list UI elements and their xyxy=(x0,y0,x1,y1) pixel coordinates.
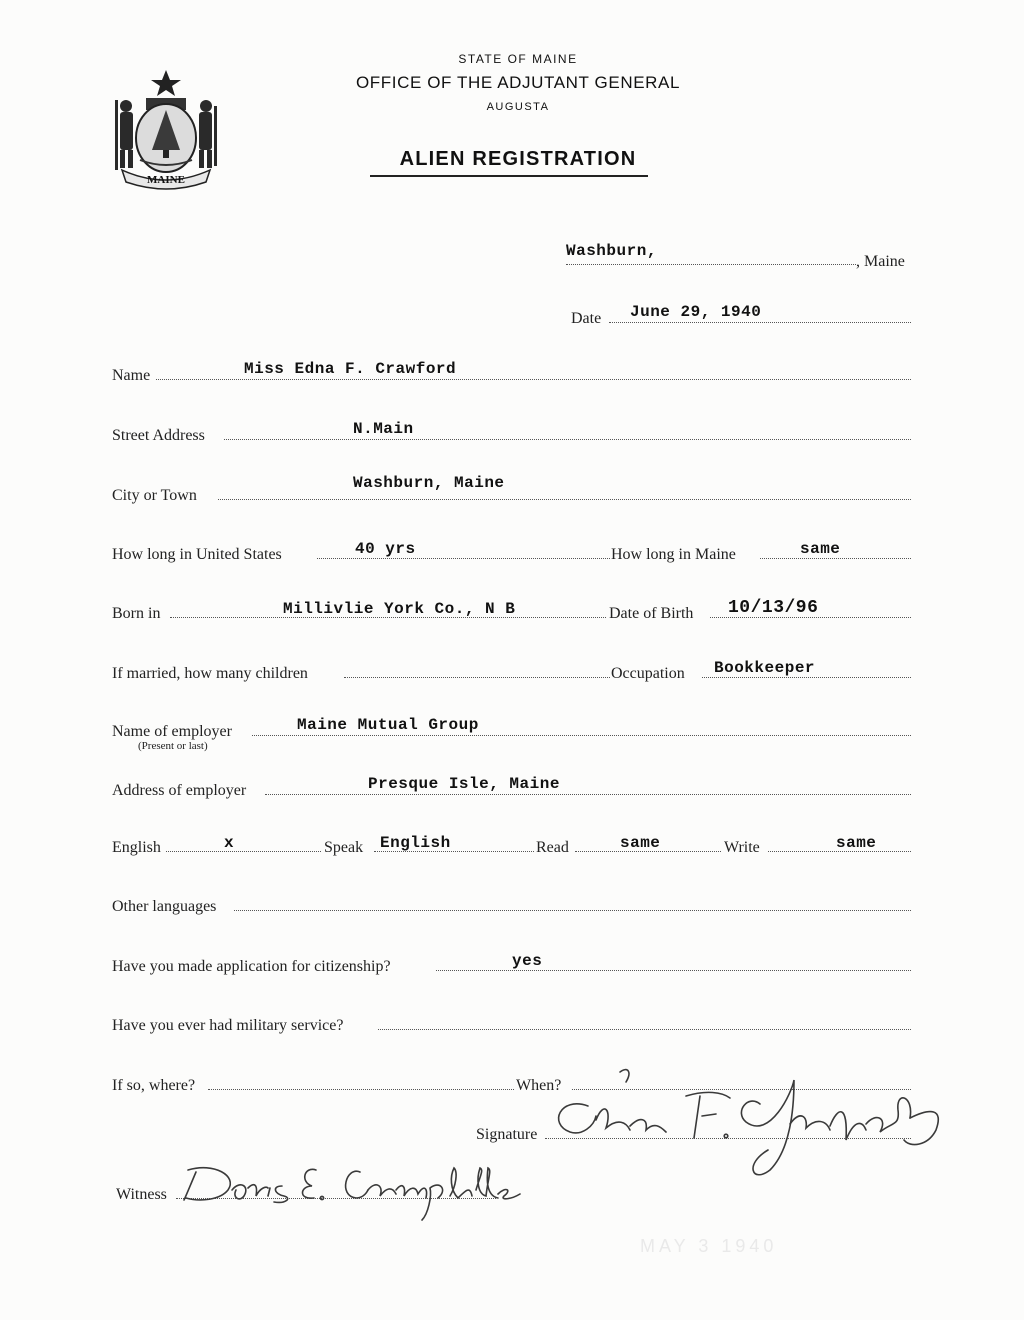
dob-label: Date of Birth xyxy=(609,605,694,622)
street-label: Street Address xyxy=(112,427,205,444)
form-title: ALIEN REGISTRATION xyxy=(399,148,637,170)
english-value: x xyxy=(224,834,235,852)
name-label: Name xyxy=(112,367,151,384)
citizenship-value: yes xyxy=(512,952,543,970)
write-label: Write xyxy=(724,839,760,856)
date-label: Date xyxy=(571,310,602,327)
title-underline xyxy=(370,175,648,177)
read-value: same xyxy=(620,834,661,852)
us-duration-value: 40 yrs xyxy=(355,540,416,558)
date-value: June 29, 1940 xyxy=(630,303,762,321)
city-label: City or Town xyxy=(112,487,197,504)
occupation-value: Bookkeeper xyxy=(714,659,816,677)
header-city: AUGUSTA xyxy=(486,101,550,113)
military-label: Have you ever had military service? xyxy=(112,1017,344,1034)
city-value: Washburn, Maine xyxy=(353,474,505,492)
faint-received-stamp: MAY 3 1940 xyxy=(640,1236,778,1256)
citizenship-label: Have you made application for citizenship? xyxy=(112,958,391,975)
maine-duration-label: How long in Maine xyxy=(611,546,736,563)
born-in-label: Born in xyxy=(112,605,161,622)
header-state: STATE OF MAINE xyxy=(458,52,578,66)
read-label: Read xyxy=(536,839,569,856)
born-in-value: Millivlie York Co., N B xyxy=(283,600,516,618)
write-value: same xyxy=(836,834,877,852)
employer-value: Maine Mutual Group xyxy=(297,716,479,734)
where-label: If so, where? xyxy=(112,1077,196,1094)
employer-address-value: Presque Isle, Maine xyxy=(368,775,560,793)
when-label: When? xyxy=(516,1077,562,1094)
name-value: Miss Edna F. Crawford xyxy=(244,360,457,378)
header-office: OFFICE OF THE ADJUTANT GENERAL xyxy=(355,73,681,92)
children-label: If married, how many children xyxy=(112,665,308,682)
occupation-label: Occupation xyxy=(611,665,685,682)
maine-state-seal-icon xyxy=(108,66,224,190)
speak-value: English xyxy=(380,834,451,852)
employer-label: Name of employer xyxy=(112,723,232,740)
us-duration-label: How long in United States xyxy=(112,546,282,563)
other-languages-label: Other languages xyxy=(112,898,217,915)
english-label: English xyxy=(112,839,161,856)
street-value: N.Main xyxy=(353,420,414,438)
location-value: Washburn, xyxy=(566,242,657,260)
signature-label: Signature xyxy=(476,1126,538,1143)
location-label: , Maine xyxy=(856,253,905,270)
maine-duration-value: same xyxy=(800,540,841,558)
dob-value: 10/13/96 xyxy=(728,598,819,618)
employer-note: (Present or last) xyxy=(138,740,208,752)
speak-label: Speak xyxy=(324,839,364,856)
employer-address-label: Address of employer xyxy=(112,782,247,799)
seal-motto: MAINE xyxy=(147,174,185,186)
witness-label: Witness xyxy=(116,1186,167,1203)
